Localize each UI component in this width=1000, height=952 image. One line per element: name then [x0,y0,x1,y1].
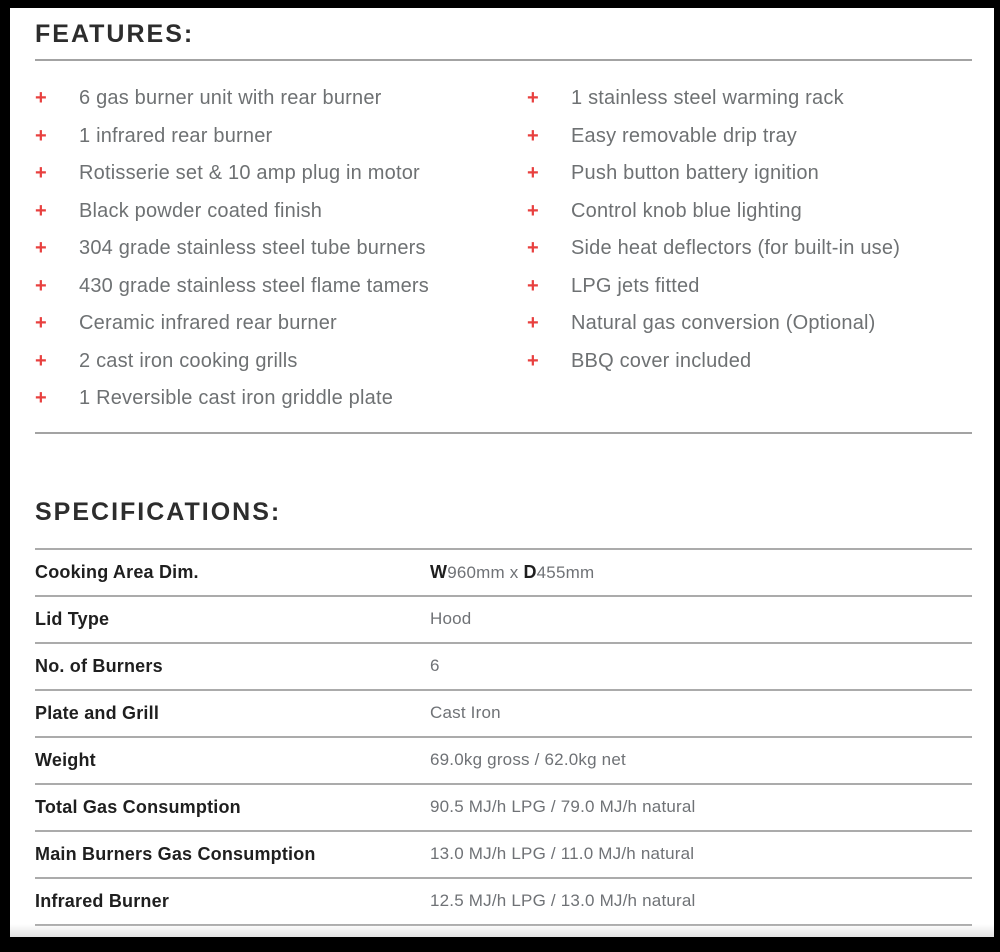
feature-text: Easy removable drip tray [571,124,798,147]
feature-item [527,155,972,193]
feature-text: 1 Reversible cast iron griddle plate [79,387,394,410]
spec-value: Cast Iron [430,703,501,722]
feature-item [527,268,972,306]
spec-value-text: 455mm [536,562,595,582]
plus-icon: + [35,274,47,297]
spec-value [430,549,972,596]
spec-label: Total Gas Consumption [35,796,241,817]
plus-icon: + [527,87,539,110]
feature-text: 304 grade stainless steel tube burners [79,237,426,260]
features-list-left [35,80,527,418]
spec-value: 13.0 MJ/h LPG / 11.0 MJ/h natural [430,844,695,863]
spec-sheet [10,8,994,937]
plus-icon: + [35,87,47,110]
feature-item [35,155,527,193]
bottom-fade [10,924,994,937]
spec-value: Hood [430,609,472,628]
plus-icon: + [527,237,539,260]
feature-text: Ceramic infrared rear burner [79,312,337,335]
spec-value-text: 960mm x [447,562,524,582]
spec-label: Cooking Area Dim. [35,561,199,582]
spec-value-bold: D [523,561,537,582]
spec-value: 6 [430,656,440,675]
spec-row [35,643,972,690]
spec-value: 69.0kg gross / 62.0kg net [430,750,626,769]
spec-label: No. of Burners [35,655,163,676]
plus-icon: + [527,199,539,222]
feature-item [35,193,527,231]
plus-icon: + [35,349,47,372]
features-title-divider [35,59,972,61]
feature-item [35,118,527,156]
feature-text: Black powder coated finish [79,199,323,222]
features-columns [35,80,972,418]
spec-row [35,831,972,878]
feature-text: Natural gas conversion (Optional) [571,312,876,335]
spec-label: Plate and Grill [35,702,160,723]
spec-value: 90.5 MJ/h LPG / 79.0 MJ/h natural [430,797,696,816]
plus-icon: + [35,237,47,260]
plus-icon: + [527,124,539,147]
plus-icon: + [35,199,47,222]
spec-row [35,878,972,925]
feature-item [527,305,972,343]
feature-text: LPG jets fitted [571,274,700,297]
feature-text: Side heat deflectors (for built-in use) [571,237,901,260]
plus-icon: + [35,387,47,410]
spec-value-bold: W [430,561,448,582]
feature-item [35,230,527,268]
plus-icon: + [527,312,539,335]
feature-text: 1 stainless steel warming rack [571,87,844,110]
feature-item [527,343,972,381]
feature-item [527,118,972,156]
feature-item [35,80,527,118]
feature-text: Rotisserie set & 10 amp plug in motor [79,162,420,185]
feature-text: 430 grade stainless steel flame tamers [79,274,429,297]
feature-item [527,230,972,268]
feature-item [527,80,972,118]
plus-icon: + [527,274,539,297]
specifications-title: SPECIFICATIONS: [35,497,282,526]
specifications-table [35,548,972,926]
spec-row [35,784,972,831]
plus-icon: + [527,349,539,372]
feature-text: 6 gas burner unit with rear burner [79,87,382,110]
sheet-content [10,8,994,926]
feature-item [35,268,527,306]
spec-row [35,690,972,737]
spec-label: Lid Type [35,608,110,629]
feature-item [527,193,972,231]
plus-icon: + [35,124,47,147]
feature-item [35,380,527,418]
feature-item [35,305,527,343]
spec-label: Infrared Burner [35,890,170,911]
plus-icon: + [35,312,47,335]
plus-icon: + [527,162,539,185]
feature-text: BBQ cover included [571,349,752,372]
feature-text: 2 cast iron cooking grills [79,349,298,372]
feature-text: Control knob blue lighting [571,199,802,222]
spec-value: 12.5 MJ/h LPG / 13.0 MJ/h natural [430,891,696,910]
feature-text: Push button battery ignition [571,162,819,185]
spec-label: Main Burners Gas Consumption [35,843,316,864]
spec-row [35,737,972,784]
features-title: FEATURES: [35,20,195,48]
feature-item [35,343,527,381]
plus-icon: + [35,162,47,185]
feature-text: 1 infrared rear burner [79,124,273,147]
features-list-right [527,80,972,418]
spec-row [35,596,972,643]
spec-label: Weight [35,749,96,770]
spec-row [35,549,972,596]
